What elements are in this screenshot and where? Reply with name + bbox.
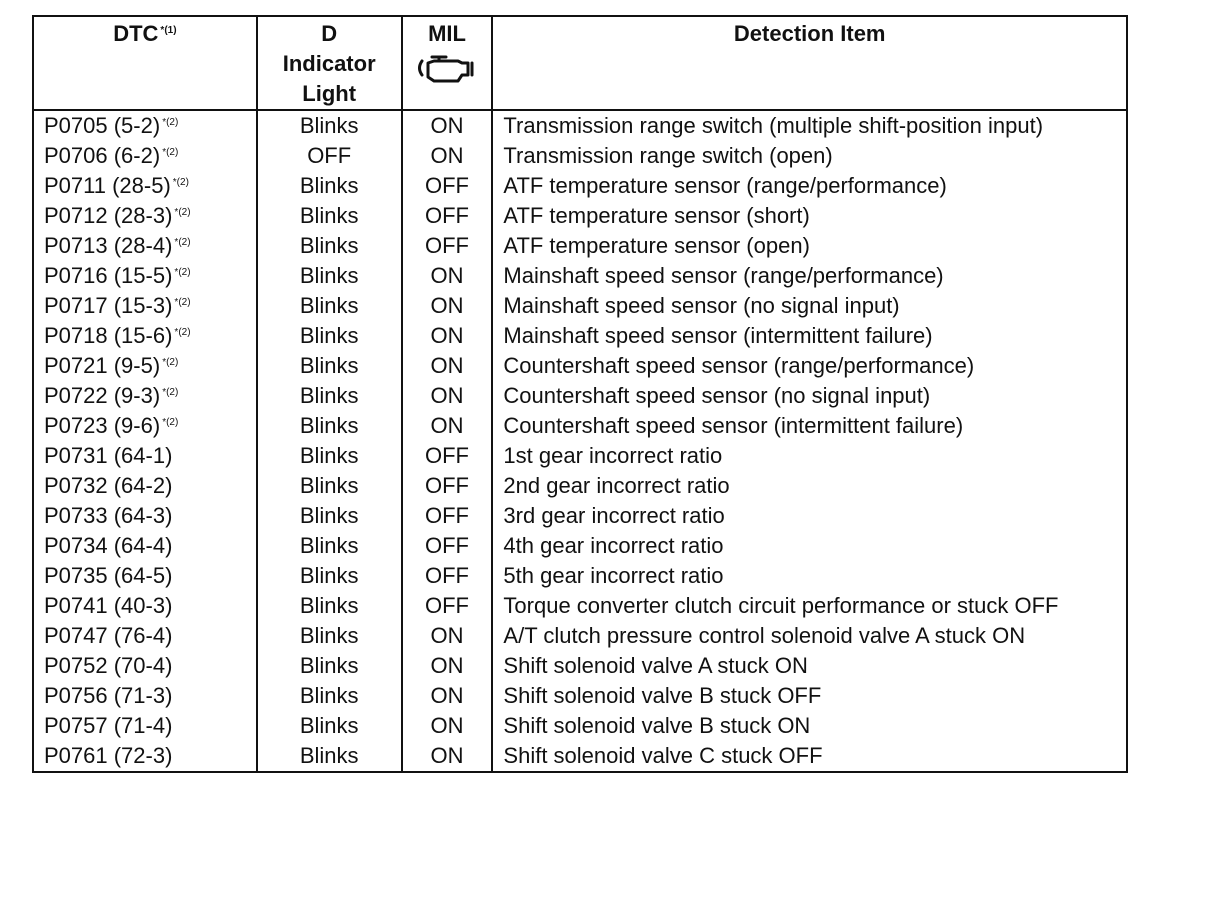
- mil-cell: ON: [402, 621, 493, 651]
- dtc-cell: [33, 471, 257, 501]
- detection-item-cell: ATF temperature sensor (range/performance): [492, 171, 1127, 201]
- header-d-line1: D: [321, 21, 338, 46]
- dtc-cell: [33, 261, 257, 291]
- dtc-footnote: *(2): [162, 416, 179, 428]
- d-indicator-cell: Blinks: [257, 741, 402, 772]
- table-row: [33, 501, 1127, 531]
- detection-item-cell: 5th gear incorrect ratio: [492, 561, 1127, 591]
- dtc-code: P0741 (40-3): [44, 593, 173, 618]
- mil-cell: ON: [402, 261, 493, 291]
- dtc-code: P0734 (64-4): [44, 533, 173, 558]
- detection-item-cell: 2nd gear incorrect ratio: [492, 471, 1127, 501]
- dtc-code: P0716 (15-5): [44, 263, 173, 288]
- dtc-code: P0752 (70-4): [44, 653, 173, 678]
- mil-cell: OFF: [402, 201, 493, 231]
- header-d-line2: Indicator: [282, 51, 376, 76]
- header-detection-item: [492, 16, 1127, 110]
- dtc-cell: [33, 231, 257, 261]
- mil-cell: ON: [402, 351, 493, 381]
- mil-cell: OFF: [402, 471, 493, 501]
- dtc-cell: [33, 110, 257, 141]
- table-row: [33, 471, 1127, 501]
- detection-item-cell: Shift solenoid valve A stuck ON: [492, 651, 1127, 681]
- dtc-code: P0718 (15-6): [44, 323, 173, 348]
- detection-item-cell: Shift solenoid valve B stuck OFF: [492, 681, 1127, 711]
- mil-cell: ON: [402, 741, 493, 772]
- dtc-cell: [33, 741, 257, 772]
- dtc-code: P0706 (6-2): [44, 143, 161, 168]
- detection-item-cell: Countershaft speed sensor (range/performance): [492, 351, 1127, 381]
- detection-item-cell: Countershaft speed sensor (no signal input): [492, 381, 1127, 411]
- table-row: [33, 711, 1127, 741]
- table-row: [33, 531, 1127, 561]
- dtc-footnote: *(2): [174, 266, 191, 278]
- table-row: [33, 110, 1127, 141]
- dtc-code: P0747 (76-4): [44, 623, 173, 648]
- d-indicator-cell: Blinks: [257, 201, 402, 231]
- detection-item-cell: Mainshaft speed sensor (no signal input): [492, 291, 1127, 321]
- table-row: [33, 621, 1127, 651]
- table-row: [33, 291, 1127, 321]
- table-row: [33, 171, 1127, 201]
- mil-cell: ON: [402, 110, 493, 141]
- mil-cell: ON: [402, 291, 493, 321]
- detection-item-cell: Torque converter clutch circuit performance or stuck OFF: [492, 591, 1127, 621]
- dtc-code: P0761 (72-3): [44, 743, 173, 768]
- table-row: [33, 411, 1127, 441]
- dtc-cell: [33, 411, 257, 441]
- table-row: [33, 351, 1127, 381]
- detection-item-cell: 3rd gear incorrect ratio: [492, 501, 1127, 531]
- table-row: [33, 681, 1127, 711]
- detection-item-cell: Shift solenoid valve C stuck OFF: [492, 741, 1127, 772]
- dtc-footnote: *(2): [162, 146, 179, 158]
- d-indicator-cell: Blinks: [257, 711, 402, 741]
- d-indicator-cell: Blinks: [257, 531, 402, 561]
- dtc-code: P0733 (64-3): [44, 503, 173, 528]
- detection-item-cell: Transmission range switch (multiple shift-position input): [492, 110, 1127, 141]
- header-dtc-label: DTC: [113, 21, 159, 46]
- dtc-footnote: *(2): [174, 296, 191, 308]
- table-row: [33, 201, 1127, 231]
- engine-icon: [416, 51, 478, 85]
- d-indicator-cell: OFF: [257, 141, 402, 171]
- dtc-cell: [33, 441, 257, 471]
- mil-cell: ON: [402, 681, 493, 711]
- mil-cell: OFF: [402, 561, 493, 591]
- dtc-code: P0705 (5-2): [44, 113, 161, 138]
- dtc-cell: [33, 171, 257, 201]
- mil-cell: OFF: [402, 441, 493, 471]
- d-indicator-cell: Blinks: [257, 621, 402, 651]
- detection-item-cell: Shift solenoid valve B stuck ON: [492, 711, 1127, 741]
- dtc-code: P0717 (15-3): [44, 293, 173, 318]
- d-indicator-cell: Blinks: [257, 231, 402, 261]
- mil-cell: ON: [402, 321, 493, 351]
- dtc-footnote: *(2): [172, 176, 189, 188]
- table-row: [33, 381, 1127, 411]
- header-mil-label: MIL: [428, 21, 466, 46]
- dtc-code: P0731 (64-1): [44, 443, 173, 468]
- mil-cell: OFF: [402, 171, 493, 201]
- table-row: [33, 591, 1127, 621]
- dtc-footnote: *(2): [162, 356, 179, 368]
- d-indicator-cell: Blinks: [257, 651, 402, 681]
- d-indicator-cell: Blinks: [257, 501, 402, 531]
- mil-cell: OFF: [402, 591, 493, 621]
- d-indicator-cell: Blinks: [257, 351, 402, 381]
- table-row: [33, 441, 1127, 471]
- dtc-cell: [33, 591, 257, 621]
- header-dtc-footnote: *(1): [160, 24, 177, 36]
- dtc-cell: [33, 621, 257, 651]
- detection-item-cell: ATF temperature sensor (open): [492, 231, 1127, 261]
- mil-cell: OFF: [402, 501, 493, 531]
- header-mil: [402, 16, 493, 110]
- table-body: [33, 110, 1127, 772]
- dtc-cell: [33, 321, 257, 351]
- header-row: [33, 16, 1127, 110]
- dtc-cell: [33, 531, 257, 561]
- d-indicator-cell: Blinks: [257, 561, 402, 591]
- mil-cell: OFF: [402, 531, 493, 561]
- detection-item-cell: 4th gear incorrect ratio: [492, 531, 1127, 561]
- dtc-table: [32, 15, 1128, 773]
- dtc-footnote: *(2): [162, 116, 179, 128]
- header-d-line3: Light: [302, 81, 357, 106]
- detection-item-cell: ATF temperature sensor (short): [492, 201, 1127, 231]
- d-indicator-cell: Blinks: [257, 441, 402, 471]
- mil-cell: ON: [402, 141, 493, 171]
- header-d-indicator-light: [257, 16, 402, 110]
- dtc-code: P0756 (71-3): [44, 683, 173, 708]
- header-detection-item-label: Detection Item: [733, 21, 886, 46]
- dtc-footnote: *(2): [162, 386, 179, 398]
- d-indicator-cell: Blinks: [257, 110, 402, 141]
- dtc-cell: [33, 141, 257, 171]
- d-indicator-cell: Blinks: [257, 381, 402, 411]
- dtc-cell: [33, 681, 257, 711]
- header-dtc: [33, 16, 257, 110]
- dtc-code: P0713 (28-4): [44, 233, 173, 258]
- table-row: [33, 231, 1127, 261]
- detection-item-cell: Countershaft speed sensor (intermittent failure): [492, 411, 1127, 441]
- dtc-code: P0757 (71-4): [44, 713, 173, 738]
- table-row: [33, 741, 1127, 772]
- mil-cell: OFF: [402, 231, 493, 261]
- dtc-footnote: *(2): [174, 206, 191, 218]
- detection-item-cell: Mainshaft speed sensor (range/performance): [492, 261, 1127, 291]
- detection-item-cell: Transmission range switch (open): [492, 141, 1127, 171]
- dtc-cell: [33, 561, 257, 591]
- mil-cell: ON: [402, 381, 493, 411]
- dtc-code: P0721 (9-5): [44, 353, 161, 378]
- dtc-code: P0732 (64-2): [44, 473, 173, 498]
- detection-item-cell: Mainshaft speed sensor (intermittent failure): [492, 321, 1127, 351]
- table-row: [33, 561, 1127, 591]
- dtc-code: P0712 (28-3): [44, 203, 173, 228]
- mil-cell: ON: [402, 651, 493, 681]
- dtc-code: P0711 (28-5): [44, 173, 171, 198]
- dtc-footnote: *(2): [174, 236, 191, 248]
- dtc-cell: [33, 501, 257, 531]
- dtc-cell: [33, 711, 257, 741]
- mil-cell: ON: [402, 411, 493, 441]
- dtc-cell: [33, 651, 257, 681]
- mil-cell: ON: [402, 711, 493, 741]
- d-indicator-cell: Blinks: [257, 321, 402, 351]
- d-indicator-cell: Blinks: [257, 291, 402, 321]
- dtc-code: P0723 (9-6): [44, 413, 161, 438]
- dtc-cell: [33, 381, 257, 411]
- d-indicator-cell: Blinks: [257, 681, 402, 711]
- d-indicator-cell: Blinks: [257, 411, 402, 441]
- d-indicator-cell: Blinks: [257, 261, 402, 291]
- d-indicator-cell: Blinks: [257, 471, 402, 501]
- dtc-cell: [33, 291, 257, 321]
- table-row: [33, 651, 1127, 681]
- d-indicator-cell: Blinks: [257, 591, 402, 621]
- table-row: [33, 321, 1127, 351]
- detection-item-cell: A/T clutch pressure control solenoid valve A stuck ON: [492, 621, 1127, 651]
- dtc-code: P0722 (9-3): [44, 383, 161, 408]
- dtc-cell: [33, 351, 257, 381]
- table-row: [33, 261, 1127, 291]
- table-row: [33, 141, 1127, 171]
- dtc-cell: [33, 201, 257, 231]
- detection-item-cell: 1st gear incorrect ratio: [492, 441, 1127, 471]
- d-indicator-cell: Blinks: [257, 171, 402, 201]
- dtc-code: P0735 (64-5): [44, 563, 173, 588]
- dtc-footnote: *(2): [174, 326, 191, 338]
